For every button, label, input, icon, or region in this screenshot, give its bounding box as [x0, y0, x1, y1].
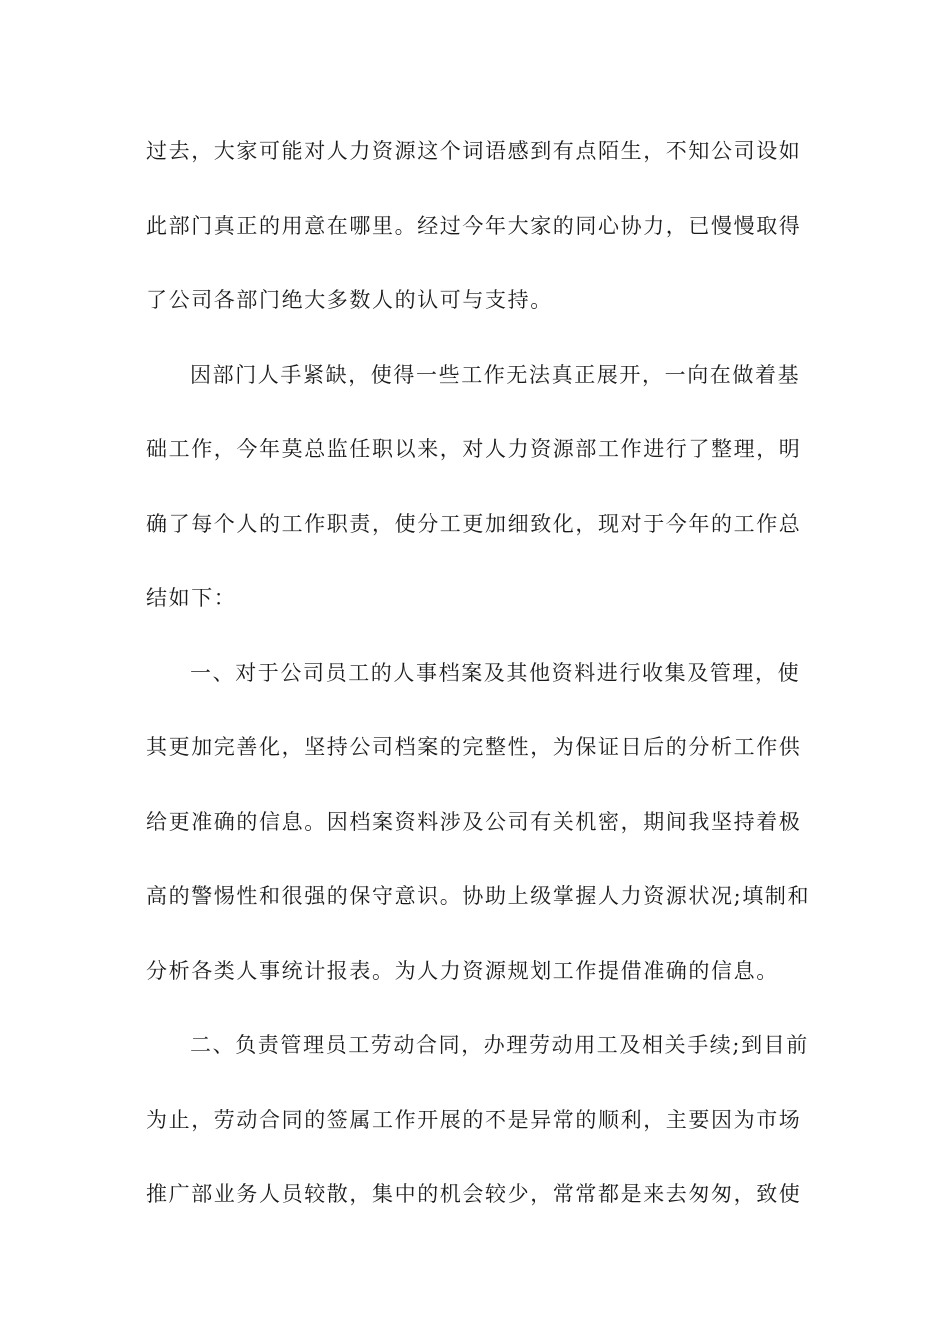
text-line-13: 二、负责管理员工劳动合同，办理劳动用工及相关手续;到目前: [190, 1033, 809, 1057]
text-line-6: 确了每个人的工作职责，使分工更加细致化，现对于今年的工作总: [146, 511, 802, 536]
text-line-2: 此部门真正的用意在哪里。经过今年大家的同心协力，已慢慢取得: [146, 213, 802, 238]
text-line-12: 分析各类人事统计报表。为人力资源规划工作提借准确的信息。: [146, 958, 779, 983]
text-line-9: 其更加完善化，坚持公司档案的完整性，为保证日后的分析工作供: [146, 735, 802, 759]
text-line-3: 了公司各部门绝大多数人的认可与支持。: [146, 288, 553, 312]
text-line-11: 高的警惕性和很强的保守意识。协助上级掌握人力资源状况;填制和: [146, 884, 811, 908]
text-line-5: 础工作，今年莫总监任职以来，对人力资源部工作进行了整理，明: [146, 437, 802, 461]
text-line-8: 一、对于公司员工的人事档案及其他资料进行收集及管理，使: [190, 660, 801, 685]
document-body: [146, 127, 811, 1245]
text-line-10: 给更准确的信息。因档案资料涉及公司有关机密，期间我坚持着极: [146, 809, 802, 834]
text-line-4: 因部门人手紧缺，使得一些工作无法真正展开，一向在做着基: [190, 362, 801, 387]
text-line-14: 为止，劳动合同的签属工作开展的不是异常的顺利，主要因为市场: [146, 1107, 802, 1132]
text-line-15: 推广部业务人员较散，集中的机会较少，常常都是来去匆匆，致使: [146, 1182, 802, 1206]
text-line-7: 结如下：: [146, 586, 237, 610]
text-line-1: 过去，大家可能对人力资源这个词语感到有点陌生，不知公司设如: [146, 139, 802, 163]
